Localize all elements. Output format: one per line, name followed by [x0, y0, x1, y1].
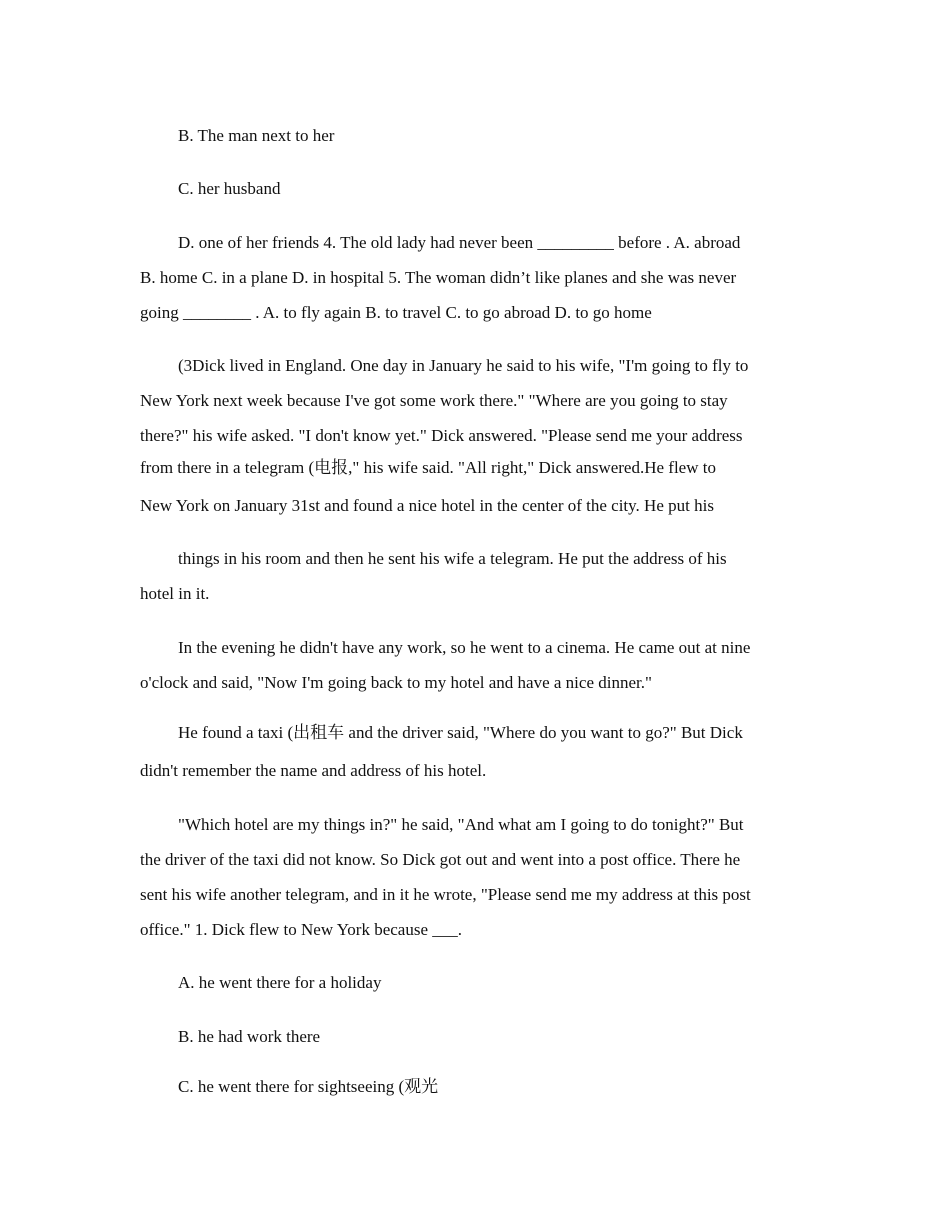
text-line: there?" his wife asked. "I don't know yet." Dick answered. "Please send me your address — [140, 426, 743, 445]
text-line: D. one of her friends 4. The old lady had never been _________ before . A. abroad — [178, 233, 741, 252]
option-line: A. he went there for a holiday — [178, 973, 382, 992]
text-line: going ________ . A. to fly again B. to travel C. to go abroad D. to go home — [140, 303, 652, 322]
text-line: o'clock and said, "Now I'm going back to my hotel and have a nice dinner." — [140, 673, 652, 692]
option-line: C. he went there for sightseeing (观光 — [178, 1077, 439, 1096]
text-line: from there in a telegram (电报," his wife said. "All right," Dick answered.He flew to — [140, 458, 716, 477]
option-line: C. her husband — [178, 179, 281, 198]
text-line: the driver of the taxi did not know. So Dick got out and went into a post office. There he — [140, 850, 741, 869]
text-line: didn't remember the name and address of his hotel. — [140, 761, 487, 780]
text-line: hotel in it. — [140, 584, 210, 603]
text-line: He found a taxi (出租车 and the driver said, "Where do you want to go?" But Dick — [178, 723, 743, 742]
text-line: office." 1. Dick flew to New York because ___. — [140, 920, 462, 939]
text-line: (3Dick lived in England. One day in January he said to his wife, "I'm going to fly to — [178, 356, 749, 375]
option-line: B. The man next to her — [178, 126, 335, 145]
option-line: B. he had work there — [178, 1027, 321, 1046]
text-line: "Which hotel are my things in?" he said, "And what am I going to do tonight?" But — [178, 815, 744, 834]
text-line: New York on January 31st and found a nice hotel in the center of the city. He put his — [140, 496, 714, 515]
text-line: In the evening he didn't have any work, so he went to a cinema. He came out at nine — [178, 638, 751, 657]
text-line: B. home C. in a plane D. in hospital 5. The woman didn’t like planes and she was never — [140, 268, 737, 287]
text-line: New York next week because I've got some work there." "Where are you going to stay — [140, 391, 728, 410]
text-line: things in his room and then he sent his wife a telegram. He put the address of his — [178, 549, 727, 568]
text-line: sent his wife another telegram, and in it he wrote, "Please send me my address at this post — [140, 885, 751, 904]
